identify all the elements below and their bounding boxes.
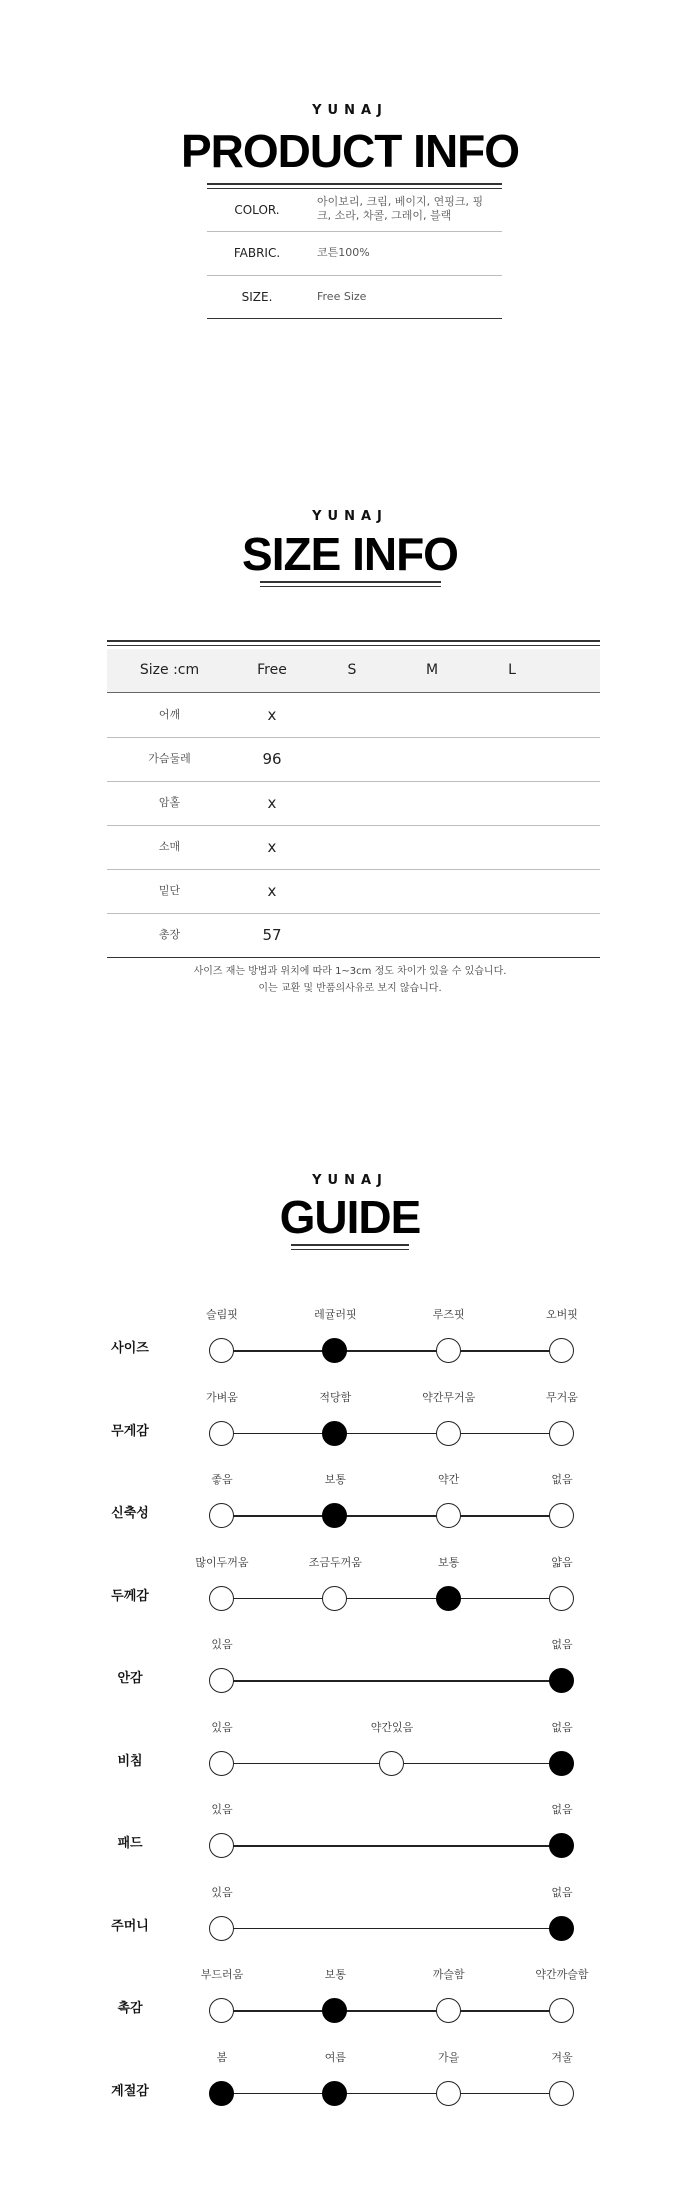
guide-option-dot	[549, 1998, 574, 2023]
guide-option-label: 보통	[438, 1555, 460, 1569]
guide-option-label: 보통	[324, 1968, 346, 1981]
size-row-free-value: x	[267, 794, 277, 812]
size-row-label: 소매	[158, 840, 181, 853]
size-header-cell: L	[508, 662, 516, 678]
guide-option-label: 있음	[211, 1638, 233, 1651]
guide-option-label: 좋음	[211, 1473, 233, 1486]
guide-scale-line	[222, 1845, 562, 1847]
brand-label: YUNAJ	[312, 103, 388, 118]
product-info-row-color	[207, 191, 502, 232]
guide-scale-line	[222, 1928, 562, 1930]
guide-option-label: 있음	[211, 1885, 233, 1899]
guide-option-dot	[436, 1503, 461, 1528]
guide-row	[0, 1636, 700, 1696]
size-row-label: 가슴둘레	[148, 752, 191, 765]
guide-option-dot	[209, 1338, 234, 1363]
guide-row	[0, 1306, 700, 1366]
guide-row-label: 주머니	[111, 1918, 149, 1934]
size-row-label: 암홀	[158, 796, 181, 809]
size-table-header	[107, 649, 600, 693]
product-info-value: Free Size	[317, 290, 367, 303]
guide-option-dot-selected	[436, 1586, 461, 1611]
product-info-divider	[207, 183, 502, 189]
guide-row-label: 촉감	[117, 2001, 143, 2016]
guide-option-dot	[549, 1586, 574, 1611]
guide-option-dot	[209, 1586, 234, 1611]
guide-row	[0, 1471, 700, 1531]
guide-option-dot	[549, 2081, 574, 2106]
guide-row	[0, 1389, 700, 1449]
guide-row	[0, 1801, 700, 1861]
size-note-line2: 이는 교환 및 반품의사유로 보지 않습니다.	[258, 983, 442, 994]
guide-option-label: 있음	[211, 1720, 233, 1734]
size-table-row	[107, 869, 600, 914]
guide-option-label: 약간까슬함	[535, 1968, 589, 1981]
guide-option-label: 약간있음	[370, 1720, 414, 1734]
product-info-value: 아이보리, 크림, 베이지, 연핑크, 핑크, 소라, 차콜, 그레이, 블랙	[317, 195, 484, 222]
guide-option-dot-selected	[322, 1338, 347, 1363]
guide-option-dot	[549, 1338, 574, 1363]
guide-option-label: 가을	[438, 2050, 460, 2064]
size-table-top-border	[107, 640, 600, 646]
product-info-key: FABRIC.	[233, 246, 281, 260]
guide-option-dot	[209, 1421, 234, 1446]
size-table-row	[107, 737, 600, 782]
guide-option-dot	[436, 1421, 461, 1446]
size-row-label: 총장	[158, 928, 181, 941]
size-row-label: 어깨	[158, 708, 181, 721]
size-row-label: 밑단	[158, 884, 181, 897]
guide-option-label: 얇음	[551, 1555, 573, 1569]
guide-option-label: 있음	[211, 1803, 233, 1816]
guide-scale-line	[222, 1350, 562, 1352]
product-info-row-fabric	[207, 231, 502, 276]
guide-option-label: 까슬함	[432, 1968, 465, 1981]
guide-option-label: 약간무거움	[422, 1390, 476, 1404]
guide-title: GUIDE	[279, 1191, 421, 1243]
guide-option-dot	[436, 1998, 461, 2023]
guide-scale-line	[222, 2093, 562, 2095]
guide-row-label: 비침	[117, 1753, 143, 1769]
size-row-free-value: x	[267, 882, 277, 900]
guide-option-dot	[436, 1338, 461, 1363]
guide-row	[0, 2049, 700, 2109]
guide-option-label: 레귤러핏	[314, 1308, 357, 1321]
guide-option-label: 없음	[551, 1720, 573, 1734]
size-info-title: SIZE INFO	[242, 528, 458, 580]
product-info-value: 코튼100%	[317, 246, 370, 259]
guide-scale-line	[222, 1433, 562, 1435]
guide-row	[0, 1554, 700, 1614]
guide-option-dot	[209, 1503, 234, 1528]
guide-option-label: 가벼움	[206, 1390, 238, 1404]
guide-option-dot	[549, 1503, 574, 1528]
guide-option-dot	[379, 1751, 404, 1776]
product-info-title: PRODUCT INFO	[180, 125, 520, 177]
guide-option-label: 부드러움	[200, 1968, 244, 1981]
guide-option-label: 없음	[551, 1803, 573, 1816]
guide-option-label: 보통	[324, 1473, 346, 1486]
size-note-line1: 사이즈 재는 방법과 위치에 따라 1~3cm 정도 차이가 있을 수 있습니다.	[193, 966, 507, 977]
size-table-row	[107, 913, 600, 958]
guide-option-dot-selected	[549, 1833, 574, 1858]
guide-option-label: 무거움	[546, 1390, 578, 1404]
guide-row-label: 패드	[117, 1836, 143, 1851]
guide-row-label: 계절감	[111, 2083, 149, 2099]
guide-row	[0, 1966, 700, 2026]
product-info-key: SIZE.	[241, 290, 273, 304]
size-row-free-value: x	[267, 838, 277, 856]
guide-option-dot	[209, 1833, 234, 1858]
guide-option-dot	[209, 1998, 234, 2023]
guide-option-label: 조금두꺼움	[308, 1555, 362, 1569]
size-table-row	[107, 825, 600, 870]
guide-divider	[291, 1244, 409, 1250]
guide-row	[0, 1884, 700, 1944]
size-table-row	[107, 781, 600, 826]
brand-label: YUNAJ	[312, 1173, 388, 1188]
size-info-divider	[260, 581, 441, 587]
guide-row-label: 두께감	[111, 1588, 149, 1604]
size-header-cell: M	[425, 662, 439, 678]
guide-row-label: 사이즈	[111, 1341, 149, 1356]
guide-option-dot-selected	[549, 1668, 574, 1693]
size-header-cell: Free	[257, 662, 287, 678]
guide-option-label: 없음	[551, 1473, 573, 1486]
guide-option-dot	[436, 2081, 461, 2106]
guide-scale-line	[222, 1680, 562, 1682]
size-row-free-value: 57	[262, 926, 282, 944]
guide-option-dot-selected	[322, 1421, 347, 1446]
size-row-free-value: 96	[262, 750, 282, 768]
guide-row-label: 신축성	[111, 1506, 149, 1521]
guide-option-label: 슬림핏	[206, 1308, 238, 1321]
size-table-row	[107, 693, 600, 738]
size-row-free-value: x	[267, 706, 277, 724]
guide-option-label: 없음	[551, 1885, 573, 1899]
guide-option-label: 봄	[216, 2050, 228, 2064]
guide-option-dot-selected	[549, 1751, 574, 1776]
guide-option-dot	[209, 1668, 234, 1693]
size-header-cell: Size :cm	[139, 662, 200, 678]
guide-option-label: 적당함	[319, 1390, 352, 1404]
product-info-key: COLOR.	[234, 203, 280, 217]
guide-option-dot	[322, 1586, 347, 1611]
guide-option-dot	[209, 1751, 234, 1776]
guide-row-label: 무게감	[111, 1423, 149, 1439]
guide-option-dot-selected	[322, 1998, 347, 2023]
guide-option-dot	[209, 1916, 234, 1941]
guide-row-label: 안감	[117, 1671, 143, 1686]
guide-scale-line	[222, 2010, 562, 2012]
guide-row	[0, 1719, 700, 1779]
product-info-row-size	[207, 275, 502, 319]
guide-option-label: 여름	[324, 2050, 346, 2064]
guide-option-dot-selected	[322, 2081, 347, 2106]
guide-option-label: 없음	[551, 1638, 573, 1651]
guide-scale-line	[222, 1598, 562, 1600]
guide-option-label: 오버핏	[546, 1308, 578, 1321]
guide-option-label: 겨울	[551, 2050, 573, 2064]
guide-option-label: 약간	[438, 1473, 460, 1486]
guide-option-dot-selected	[322, 1503, 347, 1528]
guide-option-dot	[549, 1421, 574, 1446]
guide-option-label: 많이두꺼움	[195, 1555, 249, 1569]
guide-option-label: 루즈핏	[432, 1308, 465, 1321]
brand-label: YUNAJ	[312, 509, 388, 524]
guide-option-dot-selected	[549, 1916, 574, 1941]
size-header-cell: S	[347, 662, 357, 678]
guide-option-dot-selected	[209, 2081, 234, 2106]
guide-scale-line	[222, 1515, 562, 1517]
